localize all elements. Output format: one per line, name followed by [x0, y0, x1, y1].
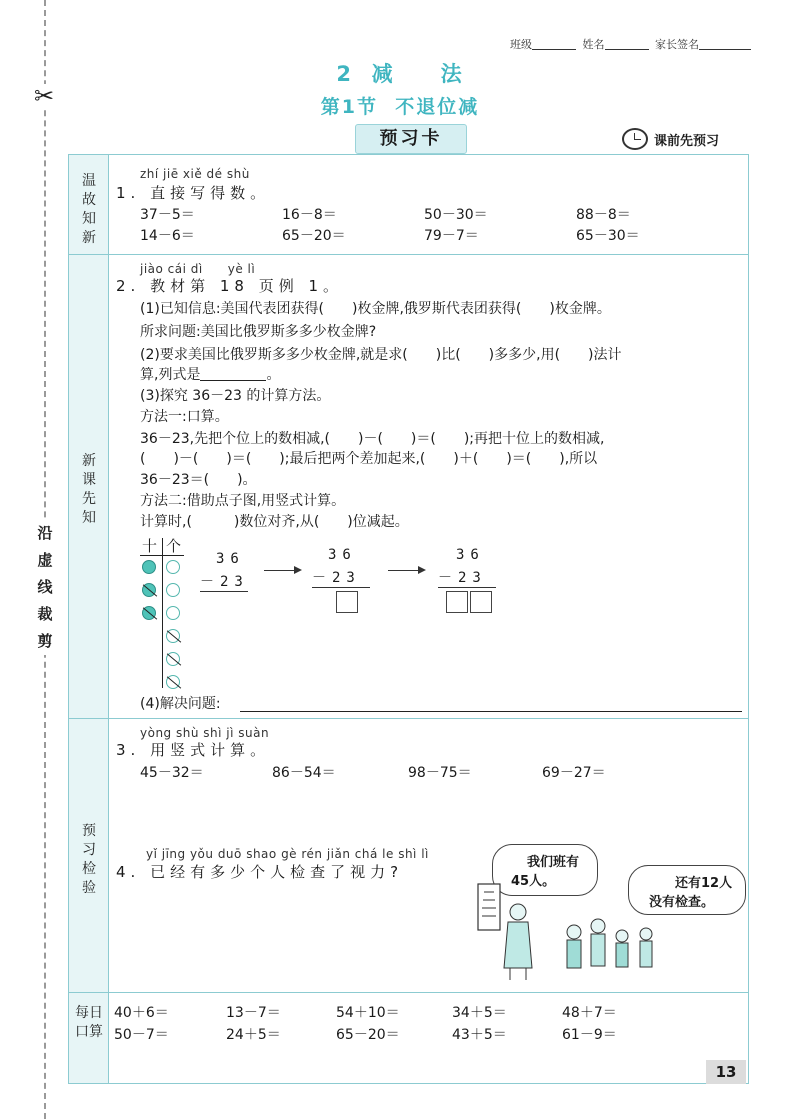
eye-exam-illustration — [470, 880, 680, 988]
student-info-line: 班级 姓名 家长签名 — [510, 36, 754, 52]
q1-item: 88－8＝ — [576, 207, 631, 223]
vertical-bottom: －23 — [200, 574, 249, 590]
q2-line: 计算时,( )数位对齐,从( )位减起。 — [140, 514, 409, 530]
preview-tag: 课前先预习 — [622, 128, 719, 150]
arrow-right-icon — [388, 570, 424, 571]
cut-instruction: 沿 虚 线 裁 剪 — [34, 520, 56, 655]
tens-header: 十 — [142, 537, 158, 555]
row-label-daily: 每日 口算 — [75, 1005, 103, 1040]
q1-item: 65－30＝ — [576, 228, 640, 244]
q3-item: 45－32＝ — [140, 765, 204, 781]
scissors-icon: ✂ — [34, 82, 55, 110]
answer-box[interactable] — [470, 591, 492, 613]
daily-item: 43＋5＝ — [452, 1027, 507, 1043]
label-column — [69, 155, 109, 1083]
q2-title: 2. 教材第 18 页例 1。 — [116, 277, 344, 295]
tens-bead-crossed — [142, 606, 156, 620]
q3-item: 86－54＝ — [272, 765, 336, 781]
ones-bead-crossed — [166, 652, 180, 666]
q2-line: (4)解决问题: — [140, 696, 221, 712]
q4-title: 4. 已经有多少个人检查了视力? — [116, 863, 404, 881]
arrow-right-icon — [264, 570, 300, 571]
q1-pinyin: zhí jiē xiě dé shù — [140, 167, 250, 181]
q3-item: 69－27＝ — [542, 765, 606, 781]
eye-chart-icon — [478, 884, 500, 930]
daily-item: 54＋10＝ — [336, 1005, 400, 1021]
daily-item: 65－20＝ — [336, 1027, 400, 1043]
q1-item: 14－6＝ — [140, 228, 195, 244]
vertical-top: 36 — [456, 547, 485, 563]
q2-line: 方法二:借助点子图,用竖式计算。 — [140, 493, 346, 509]
row-label-review: 温 故 知 新 — [82, 173, 96, 246]
answer-line — [312, 587, 370, 588]
ones-bead — [166, 583, 180, 597]
page-number: 13 — [706, 1060, 746, 1084]
q1-title: 1. 直接写得数。 — [116, 184, 271, 202]
ones-bead-crossed — [166, 629, 180, 643]
q3-item: 98－75＝ — [408, 765, 472, 781]
q1-item: 37－5＝ — [140, 207, 195, 223]
chart-line — [162, 538, 163, 688]
solve-answer-line[interactable] — [240, 711, 742, 712]
vertical-bottom: －23 — [438, 570, 487, 586]
ones-bead-crossed — [166, 675, 180, 689]
class-field[interactable] — [532, 38, 576, 50]
speech-bubble-teacher: 我们班有 45人。 — [492, 844, 598, 896]
row-label-check: 预 习 检 验 — [82, 823, 96, 896]
q2-line: 36－23＝( )。 — [140, 472, 257, 488]
q2-line: (3)探究 36－23 的计算方法。 — [140, 388, 331, 404]
daily-item: 24＋5＝ — [226, 1027, 281, 1043]
q2-line: 36－23,先把个位上的数相减,( )－( )＝( );再把十位上的数相减, — [140, 431, 605, 447]
q1-item: 79－7＝ — [424, 228, 479, 244]
q3-title: 3. 用竖式计算。 — [116, 741, 271, 759]
row-separator — [69, 254, 748, 255]
daily-item: 34＋5＝ — [452, 1005, 507, 1021]
parent-signature-field[interactable] — [699, 38, 751, 50]
ones-header: 个 — [166, 537, 182, 555]
q1-item: 65－20＝ — [282, 228, 346, 244]
q1-item: 50－30＝ — [424, 207, 488, 223]
q1-item: 16－8＝ — [282, 207, 337, 223]
chapter-title: 2 减 法 — [336, 62, 464, 86]
speech-bubble-student: 还有12人 没有检查。 — [628, 865, 746, 915]
card-title: 预习卡 — [355, 124, 467, 154]
daily-item: 40＋6＝ — [114, 1005, 169, 1021]
q4-pinyin: yǐ jīng yǒu duō shao gè rén jiǎn chá le shì lì — [146, 847, 429, 861]
q2-pinyin: jiào cái dì yè lì — [140, 262, 256, 276]
tens-bead — [142, 560, 156, 574]
ones-bead — [166, 606, 180, 620]
vertical-bottom: －23 — [312, 570, 361, 586]
ones-bead — [166, 560, 180, 574]
q3-pinyin: yòng shù shì jì suàn — [140, 726, 270, 740]
q2-line: 所求问题:美国比俄罗斯多多少枚金牌? — [140, 324, 377, 340]
q2-line: ( )－( )＝( );最后把两个差加起来,( )＋( )＝( ),所以 — [140, 451, 598, 467]
q2-line: 方法一:口算。 — [140, 409, 229, 425]
name-field[interactable] — [605, 38, 649, 50]
daily-item: 50－7＝ — [114, 1027, 169, 1043]
q2-line: (1)已知信息:美国代表团获得( )枚金牌,俄罗斯代表团获得( )枚金牌。 — [140, 301, 611, 317]
row-label-new: 新 课 先 知 — [82, 453, 96, 526]
daily-item: 48＋7＝ — [562, 1005, 617, 1021]
answer-box[interactable] — [446, 591, 468, 613]
expression-blank[interactable] — [200, 367, 266, 381]
alarm-clock-icon — [622, 128, 648, 150]
daily-item: 61－9＝ — [562, 1027, 617, 1043]
q2-line: 算,列式是 。 — [140, 367, 281, 383]
answer-line — [200, 591, 248, 592]
tens-bead-crossed — [142, 583, 156, 597]
answer-box[interactable] — [336, 591, 358, 613]
q2-line: (2)要求美国比俄罗斯多多少枚金牌,就是求( )比( )多多少,用( )法计 — [140, 347, 622, 363]
daily-item: 13－7＝ — [226, 1005, 281, 1021]
vertical-top: 36 — [216, 551, 245, 567]
row-separator — [69, 718, 748, 719]
section-title: 第1节 不退位减 — [320, 96, 480, 118]
vertical-top: 36 — [328, 547, 357, 563]
row-separator — [69, 992, 748, 993]
answer-line — [438, 587, 496, 588]
